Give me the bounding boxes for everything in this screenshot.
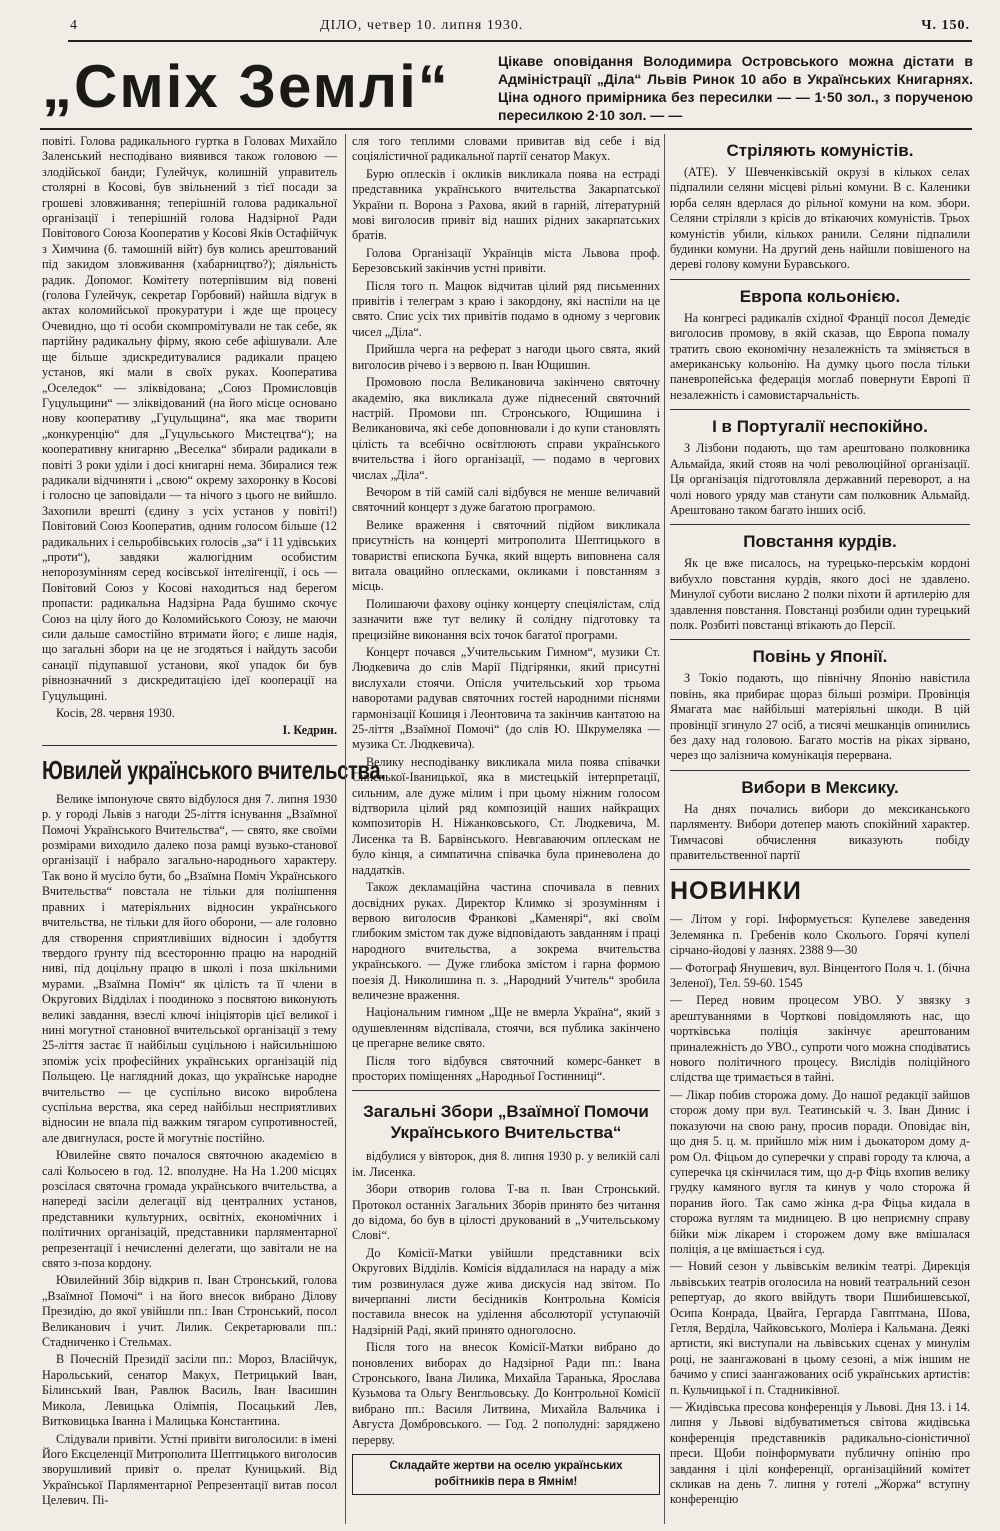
news-item: — Жидівська пресова конференція у Львові. Дня 13. і 14. липня у Львові відбуватиметься світова жидівська конференція представників радикально-сіоністичної преси. Щоби поінформувати публичну опінію про завдання і цілі конференції, організаційний комітет скликав на день 7. липня у готелі „Жоржа“ вступну конференцію xyxy=(670,1400,970,1507)
divider xyxy=(670,279,970,280)
divider xyxy=(352,1090,660,1091)
column-3 xyxy=(670,134,970,1524)
masthead-title: „Сміх Землі“ xyxy=(42,53,450,120)
jubilee-paragraph: Ювилейний Збір відкрив п. Іван Стронський, голова „Взаїмної Помочі“ і на його внесок вибрано Ділову Президію, до якої увійшли пп.: Іван Стронський, посол Великанович і учит. Лилик. Секретарювали пп.: Стадниченко і Стельмах. xyxy=(42,1273,337,1350)
header-rule xyxy=(68,40,972,42)
header-date: ДІЛО, четвер 10. липня 1930. xyxy=(320,18,524,33)
news-section-title: НОВИНКИ xyxy=(670,877,802,906)
meeting-paragraph: відбулися у вівторок, дня 8. липня 1930 р. у великій салі ім. Лисенка. xyxy=(352,1149,660,1179)
jubilee-paragraph: Слідували привіти. Устні привіти виголосили: в імені Його Ексцеленції Митрополита Шептицького виголосив зворушливий привіт о. прелат Куницький. Від Української Парляментарної Репрезентації витав посол Целевич. Пі- xyxy=(42,1431,337,1508)
section-body: Як це вже писалось, на турецько-перськім кордоні вибухло повстання курдів, якого досі не здавлено. Минулої суботи висланo 2 полки піхоти й артилерію для здавлення повстання. Повстанці розбили один турецький полк. Розбиті повстанці втікають до Персії. xyxy=(670,556,970,632)
news-item: — Літом у горі. Інформується: Купелеве заведення Зелемянка п. Гребенів коло Сколього. Горячі купелі сірчано-йодові у лазнях. 2388 9—30 xyxy=(670,912,970,958)
jubilee-headline: Ювилей українського вчительства. xyxy=(42,754,386,785)
jubilee-paragraph: Прийшла черга на реферат з нагоди цього свята, який виголосив річево і з вервою п. Іван Ющишин. xyxy=(352,342,660,372)
section-body: З Лізбони подають, що там арештовано полковника Альмайда, який стояв на чолі революційної організації. Ця організація підготовляла державний переворот, а на чолі нового уряду мав станути сам полковник Альмайд. Арештовано таком багато інших осіб. xyxy=(670,441,970,517)
news-item: — Фотограф Янушевич, вул. Вінцентого Поля ч. 1. (бічна Зеленої), Тел. 59-60. 1545 xyxy=(670,960,970,991)
divider xyxy=(670,869,970,870)
meeting-headline: Загальні Збори „Взаїмної Помочи Українського Вчительства“ xyxy=(363,1102,649,1143)
page-number: 4 xyxy=(70,18,78,33)
section-headline: Повстання курдів. xyxy=(743,532,897,552)
news-item: — Лікар побив сторожа дому. До нашої редакції зайшов сторож дому при вул. Театинській ч. 3. Іван Динис і показуючи на свою рану, просив поради. Оповідає він, що дня 5. ц. м. прийшло між ним і дьокатором дому д-ром Ол. Фіцьом до суперечки у справі городу та ключа, а суперечка ця скінчилася тим, що д-р Фіць вхопив велику грудку камяного вугля та кинув у чоло сторожа й поранив його. Так само жінка д-ра Фіцьа кидала в сторожа вуглям та мидницею. В цю неприємну справу бійки між лікарем і сторожем дому вже вмішалася поліція, а це вмішається і суд. xyxy=(670,1087,970,1256)
section-headline: Вибори в Мексику. xyxy=(741,777,899,797)
divider xyxy=(670,639,970,640)
jubilee-paragraph: сля того теплими словами привитав від себе і від соціялістичної радикальної партії сенатор Макух. xyxy=(352,134,660,164)
section-headline: Повінь у Японії. xyxy=(752,647,888,667)
column-divider xyxy=(664,134,665,1524)
masthead-rule xyxy=(40,128,972,130)
meeting-paragraph: Збори отворив голова Т-ва п. Іван Стронський. Протокол останніх Загальних Зборів принято без читання до відома, бо був в цілості друкований в „Учительському Слові“. xyxy=(352,1182,660,1243)
jubilee-paragraph: Також декламаційна частина спочивала в певних досвідних руках. Директор Климко зі зрозумінням і вервою виголосив Франкові „Каменярі“, які своїм глибоким змістом так дуже відповідають завданням і праці народного вчительства, а зокрема вчительства українського. — Дуже глибока змістом і гарна формою поезія Д. Николишина п. з. „Народний Учитель“ зробила величезне враження. xyxy=(352,880,660,1002)
meeting-paragraph: До Комісії-Матки увійшли представники всіх Округових Відділів. Комісія віддалилася на нараду а між тим розвинулася дуже жива дискусія над звітом. По вичерпанні листи бесідників Контрольна Комісія поставила внесок на уділення абсолюторії уступаючій Надзірній Раді, який принято одноголосно. xyxy=(352,1245,660,1337)
jubilee-paragraph: Після того відбувся святочний комерс-банкет в просторих поміщеннях „Народньої Гостинниці“. xyxy=(352,1053,660,1083)
masthead-ad: Цікаве оповідання Володимира Островського можна дістати в Адміністрації „Діла“ Львів Ринок 10 або в Українських Книгарнях. Ціна одного примірника без пересилки — — 1·50 зол., з порученою пересилкою 2·10 зол. — — xyxy=(498,53,973,123)
section-body: На конгресі радикалів східної Франції посол Демедіє виголосив промову, в якій сказав, що Европа помалу тратить свою економічну незалежність та зміняється в американську кольонію. На думку цього посла тільки паневропейська федерація моглаб повернути Европі її незалежність і самовистарчальність. xyxy=(670,310,970,402)
divider xyxy=(42,745,337,746)
divider xyxy=(670,770,970,771)
page-header xyxy=(70,18,970,40)
issue-number: Ч. 150. xyxy=(921,18,970,33)
jubilee-paragraph: Промовою посла Великановича закінчено святочну академію, яка викликала дуже піднесений святочний настрій. Промови пп. Стронського, Ющишина і Великановича, які себе доповнювали і до купи становлять цілість та всебічно освітлюють справи українського вчительства і його організації, — подамо в чергових числах „Діла“. xyxy=(352,375,660,482)
meeting-paragraph: Після того на внесок Комісії-Матки вибрано до поновлених виборах до Надзірної Ради пп.: Івана Стронського, Івана Лилика, Михайла Таранька, Ярослава Кузьмова та Ольгу Венгльовську. До Контрольної Комісії вибрано пп.: Василя Литвина, Михайла Вальчика і Августа Домбровського. — Год. 2 пополудні: заряджено перерву. xyxy=(352,1340,660,1447)
jubilee-paragraph: Велике імпонуюче свято відбулося дня 7. липня 1930 р. у городі Львів з нагоди 25-ліття існування „Взаїмної Помочі Українського Вчительства“, — свято, яке своїми розмірами виходило далеко поза рамці вузько-станової організації і набрало загально-народнього характеру. Так воно й мусіло бути, бо „Взаїмна Поміч Українського Вчительства“ повстала не тільки для полішпення правних і матеріяльних відносин українського вчительства, не тільки для його оборони, — але головно для створення сприятливіших відносин і здобуття твердого ґрунту під всесторонню працю на народній ниві, під доцільну працю в школі і поза шкільними мурами. „Взаїмна Поміч“ як цілість та її члени в Округових Відділах і поодиноко з посвятою виконують великі завдання, взеслі ключі ініціяторів цієї великої і нині могутної становної вчительської організації з тему 25-ліття застає її найбільш суцільною і найсильнішою зпоміж усіх професійних українських організацій під Польщею. Це наглядний доказ, що українське народне вчительство — це суспільно високо вироблена суспільна верства, яка серед найбільш несприятливих відносин не впала під важким тягаром супротивностей, але двигнулася, росте й могутніє постійно. xyxy=(42,791,337,1145)
section-body: (АТЕ). У Шевченківській окрузі в кількох селах підпалили селяни місцеві рільні комуни. В с. Каленики юрба селян вдерлася до рільної комуни на ком. збори. Селяни стріляли з крісів до втікаючих комуністів. Трьох комуністів убили, кількох ранили. Селяни підпалили будинки комуни. На другий день найшли повішеного на дереві голову комуни Буравського. xyxy=(670,165,970,272)
news-item: — Перед новим процесом УВО. У звязку з арештуваннями в Чорткові повідомляють нас, що чортківська поліція закінчує арештованим приналежність до УВО., супроти чого можна сподіватись нового політичного процесу. Вислідів поліційного слідства ще тримається в тайні. xyxy=(670,993,970,1085)
column-2 xyxy=(352,134,660,1524)
section-headline: І в Португалії неспокійно. xyxy=(712,417,928,437)
jubilee-paragraph: Після того п. Мацюк відчитав цілий ряд письменних привітів і телеграм з краю і закордону, які наспіли на це свято. Спис усіх тих привітів подамо в одному з черговик чисел „Діла“. xyxy=(352,278,660,339)
article-dateline: Косів, 28. червня 1930. xyxy=(56,706,175,721)
jubilee-paragraph: Вечором в тій самій салі відбувся не менше величавий святочний концерт з дуже багатою програмою. xyxy=(352,484,660,515)
divider xyxy=(670,524,970,525)
jubilee-paragraph: В Почесній Президії засіли пп.: Мороз, Власійчук, Нарольський, сенатор Макух, Петрицький Іван, Білинський Іван, Равлюк Василь, Іван Івасишин Микола, Левицька Олімпія, Посацький Лев, Витковицька Іванна і Малицька Константина. xyxy=(42,1352,337,1429)
jubilee-paragraph: Велику несподіванку викликала мила поява співачки Синенької-Іваницької, яка в мистецькій інтерпретації, сильним, але дуже мілим і при цьому ніжним голосом відтворила цілий ряд композицій наших найкращих композиторів Н. Ніжанковського, Ст. Людкевича, М. Лисенка та В. Барвінського. Невгаваючим оплескам не було кінця, а симпатична співачка була приневолена до наддатків. xyxy=(352,754,660,877)
article-byline: І. Кедрин. xyxy=(282,723,337,738)
divider xyxy=(670,409,970,410)
jubilee-paragraph: Концерт почався „Учительським Гимном“, музики Ст. Людкевича до слів Марії Підгірянки, який присутні вислухали стоячи. Опісля учительський хор трьома наворотами радував святочних гостей народними піснями гармонізації Кошиця і Леонтовича та закінчив кантатою на 25-ліття „Взаїмної Помочі“ (до слів Ю. Шкрумеляка — музика Ст. Людкевича). xyxy=(352,645,660,752)
donation-notice: Складайте жертви на оселю українських робітників пера в Ямнім! xyxy=(352,1454,660,1495)
section-headline: Стріляють комуністів. xyxy=(726,141,914,160)
section-headline: Европа кольонією. xyxy=(739,286,901,306)
jubilee-paragraph: Національним гимном „Ще не вмерла Україна“, який з одушевленням відспівала, стоячи, вся публика закінчено це прегарне велике свято. xyxy=(352,1005,660,1051)
news-item: — Новий сезон у львівськім великім театрі. Дирекція львівських театрів оголосила на новий театральний сезон репертуар, до якого ввійдуть твори Пшибишевської, Осипа Конрада, Цвайга, Гергарда Гавптмана, Шова, Гетля, Верділа, Чайковського, Моліера і Кальмана. Деякі артисти, які виступали на львівських сценах у минулім році, не заангажовані в цьому сезоні, а між іншим не бачимо у списі заангажованих осіб українських артистів: п. Кульчицької і п. Стадниківної. xyxy=(670,1259,970,1397)
column-divider xyxy=(345,134,346,1524)
jubilee-paragraph: Ювилейне свято почалося святочною академією в салі Кольосею в год. 12. вполудне. На На 1.200 місцях розсілася святочна громада українського вчительства, а напереді засіли делегації від централних установ, представники культурних, освітніх, економічних і політичних організацій, представники парляментарної репрезентації і нечисленні делегати, що завітали не на свято з-поза кордону. xyxy=(42,1148,337,1271)
section-body: На днях почались вибори до мексиканського парляменту. Вибори дотепер мають спокійний характер. Тимчасові обчислення виказують побіду правительственної партії xyxy=(670,801,970,862)
column-1 xyxy=(42,134,386,1524)
jubilee-paragraph: Голова Організації Українців міста Львова проф. Березовський закінчив устні привіти. xyxy=(352,245,660,276)
article-text: повіті. Голова радикального гуртка в Головах Михайло Заленський несподівано виявився також головою — злодійської банди; Гулейчук, колишній управитель столярні в Косові, був звільнений з тієї посади за грошеві зловживання; теперішній голова радикальної організації і теперішній голова Надзірної Ради Повітового Союза Кооператив у Косові Яків Остафійчук з Химчина (б. тамошній війт) був колись арештований під закидом зловживання (хабарництво?); діяльність радик. Допомог. Комітету потерпівшим від повені (голова Гулейчук, секретар Горбовий) найшла відгук в актах коломийської прокуратури і жде ще процесу Очевидно, що ті особи скомпромітували не так себе, як партійну радикальну фірму, якою себе афішували. Але ще більше здискредитувалися радикали працею установ, які мали в своїх руках. Кооператива „Оселедок“ — зліквідована; „Союз Промисловців Гуцульщини“ — зліквідований (на його місце основано нову кооперативу „Гуцульщина“, яка має творити „конкуренцію“ для „Гуцульського Мистецтва“); на кооперативну книгарню „Веселка“ збирали радикали в повіті 3 роки уділи і досі книгарні нема. Збиралися теж радикали відчиняти і „свою“ окрему захоронку в Косові і голосно це заповідали — та нічого з цього не вийшло. Захопили врешті (єдину з усіх установ у повіті!) Повітовий Союз Кооператив, одним голосом більше (12 радикальних і сельробівських голосів „за“ і 11 удівських „проти“), завдяки жалюгідним особистим непорозумінням серед косівської інтелігенції, і ось — Повітовий Союз у Косові находиться над берегом пропасти: радикальна Надзірна Рада бушимо скочує Союз на цілу його до Коломийського Союзу, не маючи сили дальше самостійно втримати його; є лише надія, що загальні збори на це не згодяться і найдуть засоби санації підупавшої установи, якої упадок би був рівнозначний з дискредитацією ідеї кооперації на Гуцульщині. xyxy=(42,134,338,703)
section-body: З Токіо подають, що північну Японію навістила повінь, яка прибирає щораз більші розміри. Провінція Ямагата має найбільші матеріяльні шкоди. В цій провінції згинуло 27 осіб, а тисячі мешканців опинились без даху над головою. Багато мостів на ріках зірвано, через що залізнича комунікація перервана. xyxy=(670,671,970,763)
jubilee-paragraph: Полишаючи фахову оцінку концерту спеціялістам, слід зазначити вже тут велику й солідну підготовку та прецизійне виконання всіх точок багатої програми. xyxy=(352,596,660,642)
jubilee-paragraph: Велике враження і святочний підйом викликала присутність на концерті митрополита Шептицького в товаристві епископа Бучка, який вщерть виповнена саля витала овацийно оплесками, окликами і повстанням з місць. xyxy=(352,517,660,594)
jubilee-paragraph: Бурю оплесків і окликів викликала поява на естраді представника українського вчительства Закарпатської України п. Ворона з Рахова, який в гарній, літературній мові виголосив привіт від наших рідних закарпатських братів. xyxy=(352,166,660,243)
